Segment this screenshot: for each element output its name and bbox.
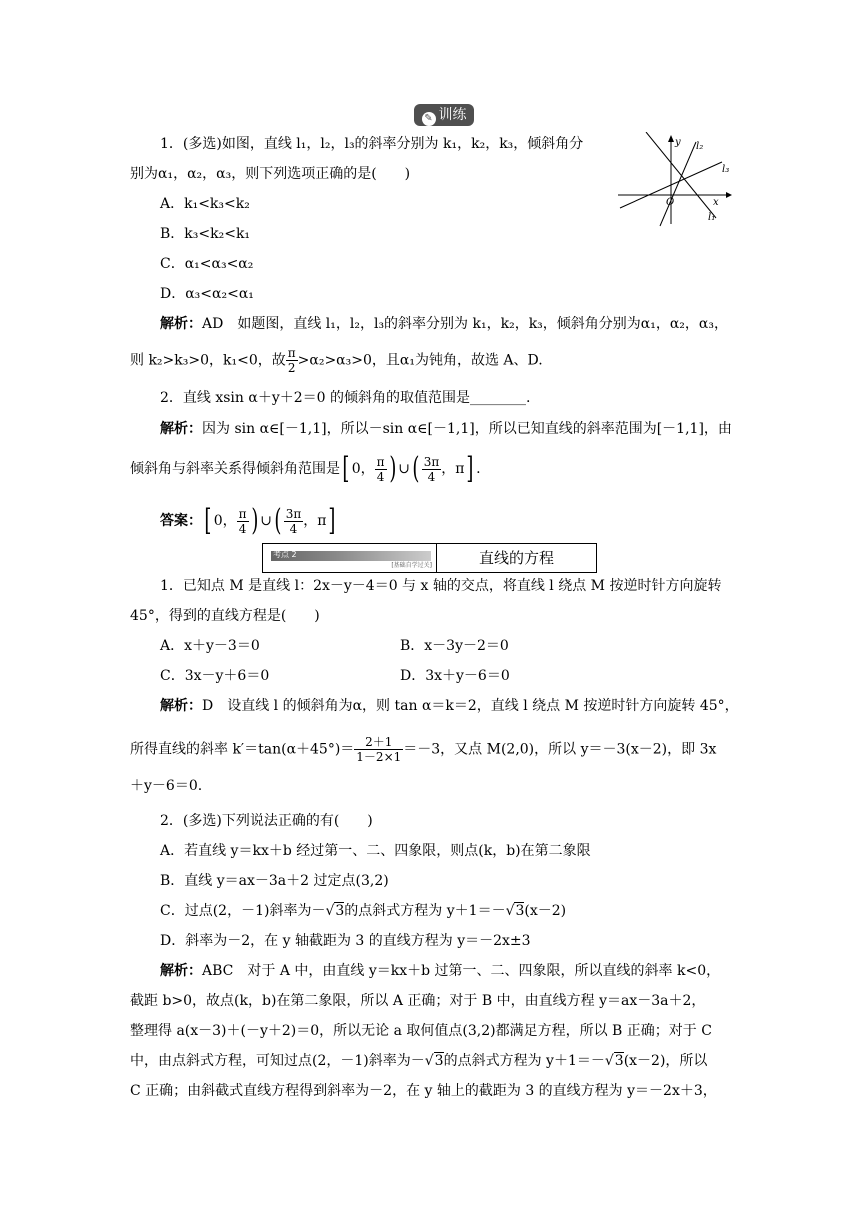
q1-line-1: 1．(多选)如图，直线 l₁，l₂，l₃的斜率分别为 k₁，k₂，k₃，倾斜角分 [160, 136, 584, 152]
q1-option-d: D．α₃<α₂<α₁ [160, 286, 254, 302]
pi-over-2: $\frac{\pi}{2}$ [287, 346, 296, 375]
p1-option-d: D．3x＋y－6＝0 [400, 668, 510, 684]
p1-solution-1: 解析：D 设直线 l 的倾斜角为α，则 tan α＝k＝2，直线 l 绕点 M 按逆时针方向旋转 45°， [160, 698, 739, 714]
p2-solution-4: 中，由点斜式方程，可知过点(2，－1)斜率为－√3的点斜式方程为 y＋1＝－√3(x－2)，所以 [130, 1053, 708, 1069]
q1-solution-1: 解析：AD 如题图，直线 l₁，l₂，l₃的斜率分别为 k₁，k₂，k₃，倾斜角分别为α₁，α₂，α₃， [160, 316, 728, 332]
p2-solution-1: 解析：ABC 对于 A 中，由直线 y＝kx＋b 过第一、二、四象限，所以直线的斜率 k<0， [160, 963, 721, 979]
section-sub: [基础自学过关] [391, 562, 432, 569]
p2-option-c: C．过点(2，－1)斜率为－√3的点斜式方程为 y＋1＝－√3(x－2) [160, 903, 567, 919]
p2-line: 2．(多选)下列说法正确的有( ) [160, 813, 373, 829]
p1-solution-3: ＋y－6＝0. [130, 778, 203, 794]
p1-solution-2: 所得直线的斜率 k′＝tan(α＋45°)＝ $\frac{2+1}{1-2\times 1}$ ＝－3，又点 M(2,0)，所以 y＝－3(x－2)，即 3x [130, 735, 717, 764]
q2-line: 2．直线 xsin α＋y＋2＝0 的倾斜角的取值范围是________. [160, 390, 531, 406]
line-l2-label: l₂ [696, 141, 704, 152]
p1-line-2: 45°，得到的直线方程是( ) [130, 608, 320, 624]
q2-solution-2: 倾斜角与斜率关系得倾斜角范围是[ 0， $\frac{\pi}{4}$ ) ∪( $\frac{3\pi}{4}$ ，π] . [130, 451, 481, 486]
q1-line-2: 别为α₁，α₂，α₃，则下列选项正确的是( ) [130, 166, 411, 182]
training-badge [414, 104, 474, 126]
p2-option-b: B．直线 y＝ax－3a＋2 过定点(3,2) [160, 873, 389, 889]
q1-option-b: B．k₃<k₂<k₁ [160, 226, 251, 242]
p1-line-1: 1．已知点 M 是直线 l：2x－y－4＝0 与 x 轴的交点，将直线 l 绕点 M 按逆时针方向旋转 [160, 578, 722, 594]
p2-solution-2: 截距 b>0，故点(k，b)在第二象限，所以 A 正确；对于 B 中，由直线方程 y＝ax－3a＋2， [130, 993, 706, 1009]
origin-label: O [666, 197, 675, 208]
p2-solution-3: 整理得 a(x－3)＋(－y＋2)＝0，所以无论 a 取何值点(3,2)都满足方程，所以 B 正确；对于 C [130, 1023, 712, 1039]
badge-label: 训练 [438, 107, 467, 123]
q2-solution-1: 解析：因为 sin α∈[－1,1]，所以－sin α∈[－1,1]，所以已知直线的斜率范围为[－1,1]，由 [160, 421, 732, 437]
axis-y-label: y [675, 137, 681, 148]
q1-option-c: C．α₁<α₃<α₂ [160, 256, 254, 272]
pen-icon: ✎ [422, 112, 436, 126]
q1-option-a: A．k₁<k₃<k₂ [160, 196, 250, 212]
p2-option-d: D．斜率为－2，在 y 轴截距为 3 的直线方程为 y＝－2x±3 [160, 933, 531, 949]
p1-option-c: C．3x－y＋6＝0 [160, 668, 270, 684]
slope-figure [616, 132, 736, 227]
p1-option-a: A．x＋y－3＝0 [160, 638, 260, 654]
q1-solution-2: 则 k₂>k₃>0，k₁<0，故 $\frac{\pi}{2}$ >α₂>α₃>0，且α₁为钝角，故选 A、D. [130, 346, 543, 375]
section-heading [262, 543, 597, 573]
q2-answer: 答案：[ 0， $\frac{\pi}{4}$ ) ∪( $\frac{3\pi}{4}$ ，π] [160, 503, 336, 538]
line-l3-label: l₃ [722, 164, 730, 175]
section-tag-cell [263, 544, 437, 572]
section-title: 直线的方程 [478, 549, 554, 567]
p2-option-a: A．若直线 y＝kx＋b 经过第一、二、四象限，则点(k，b)在第二象限 [160, 843, 591, 859]
p2-solution-5: C 正确；由斜截式直线方程得到斜率为－2，在 y 轴上的截距为 3 的直线方程为 y＝－2x＋3， [130, 1083, 717, 1099]
axis-x-label: x [713, 197, 719, 208]
section-tag: 考点 2 [273, 550, 297, 559]
line-l1-label: l₁ [708, 212, 716, 223]
p1-option-b: B．x－3y－2＝0 [400, 638, 509, 654]
